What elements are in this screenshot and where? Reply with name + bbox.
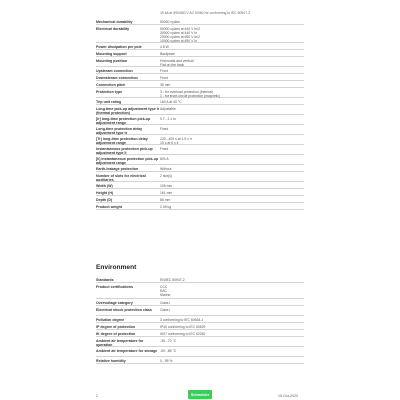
- spec-value: Adjustable: [160, 106, 176, 111]
- spec-label: Power dissipation per pole: [96, 44, 142, 49]
- spec-value: 35 mm: [160, 82, 171, 87]
- spec-label: Relative humidity: [96, 358, 126, 363]
- spec-value: 4.8 W: [160, 44, 169, 49]
- spec-row: [96, 165, 304, 172]
- spec-value: Front: [160, 68, 168, 73]
- spec-label: Product weight: [96, 204, 122, 209]
- spec-row: [96, 357, 304, 364]
- spec-value: Without: [160, 166, 172, 171]
- spec-label: Instantaneous protection pick-up adjustment type Ii: [96, 146, 153, 155]
- spec-value: 3 conforming to IEC 60664-1: [160, 317, 204, 322]
- spec-row: [96, 306, 304, 316]
- spec-label: Protection type: [96, 89, 123, 94]
- spec-row: [96, 115, 304, 125]
- spec-row: [96, 316, 304, 323]
- spec-label: Downstream connection: [96, 75, 138, 80]
- spec-value: IK07 conforming to IEC 62262: [160, 331, 206, 336]
- spec-value: 2.05 kg: [160, 204, 172, 209]
- spec-row: [96, 172, 304, 182]
- spec-label: Electrical shock protection class: [96, 307, 152, 312]
- environment-heading: Environment: [96, 264, 137, 271]
- spec-row: [96, 337, 304, 347]
- spec-row: [96, 182, 304, 189]
- spec-row: [96, 98, 304, 105]
- footer-date: 15-Oct-2020: [278, 394, 298, 398]
- spec-value: Front: [160, 75, 168, 80]
- spec-label: [Ir] long-time protection pick-up adjustment range: [96, 116, 151, 125]
- spec-label: [Ii] instantaneous protection pick-up adjustment range: [96, 156, 159, 165]
- spec-value: 3 - for overload protection (thermal) 1 - for short-circuit protection (magnetic): [160, 89, 221, 98]
- spec-row: [96, 88, 304, 98]
- spec-value: 0.7...1 x In: [160, 116, 176, 121]
- spec-value: 161 mm: [160, 190, 173, 195]
- spec-value: 105 mm: [160, 183, 173, 188]
- spec-label: Upstream connection: [96, 68, 133, 73]
- spec-label: Long-time protection delay adjustment type tr: [96, 126, 143, 135]
- svg-text:Schneider: Schneider: [190, 393, 210, 398]
- spec-value: 86 mm: [160, 197, 171, 202]
- spec-label: Earth-leakage protection: [96, 166, 139, 171]
- spec-row: [96, 135, 304, 145]
- environment-table: [96, 276, 304, 364]
- spec-row: [96, 43, 304, 50]
- spec-label: Connection pitch: [96, 82, 126, 87]
- spec-value: -35...70 °C: [160, 338, 177, 343]
- spec-row: [96, 18, 304, 25]
- spec-value: 50000 cycles at 440 V In/2 30000 cycles at 440 V In 20000 cycles at 690 V In/2 10000 cycles at 690 V In: [160, 26, 200, 44]
- spec-row: [96, 347, 304, 357]
- spec-value: Fixed: [160, 146, 169, 151]
- spec-value: 0...95 %: [160, 358, 173, 363]
- spec-value: EN/IEC 60947-2: [160, 277, 185, 282]
- spec-row: [96, 67, 304, 74]
- spec-row: [96, 50, 304, 57]
- spec-label: Product certifications: [96, 284, 133, 289]
- spec-label: Ambient air temperature for operation: [96, 338, 144, 347]
- spec-label: Depth (D): [96, 197, 113, 202]
- spec-row: [96, 330, 304, 337]
- schneider-logo: [188, 390, 212, 399]
- spec-row: [96, 299, 304, 306]
- spec-label: Trip unit rating: [96, 99, 122, 104]
- spec-row: [96, 203, 304, 210]
- spec-value: -50...85 °C: [160, 348, 177, 353]
- page-number: 2: [96, 394, 98, 398]
- spec-value: Fixed: [160, 126, 169, 131]
- spec-label: Standards: [96, 277, 114, 282]
- spec-row: [96, 196, 304, 203]
- spec-row: [96, 189, 304, 196]
- spec-label: Pollution degree: [96, 317, 125, 322]
- spec-label: [Tr] long-time protection delay adjustment range: [96, 136, 148, 145]
- spec-row: [96, 125, 304, 135]
- spec-row: [96, 105, 304, 115]
- spec-label: Ambient air temperature for storage: [96, 348, 158, 353]
- spec-value: Class I: [160, 300, 171, 305]
- spec-label: Width (W): [96, 183, 113, 188]
- spec-label: Long-time pick-up adjustment type Ir (thermal protection): [96, 106, 160, 115]
- spec-row: [96, 323, 304, 330]
- spec-row: [96, 283, 304, 299]
- spec-value: CCC EAC Marine: [160, 284, 171, 298]
- spec-label: IP degree of protection: [96, 324, 136, 329]
- spec-value: Class I: [160, 307, 171, 312]
- continued-note: 15 kA at 690/480 V AC 50/60 Hz conforming to IEC 60947-2: [160, 11, 251, 15]
- spec-label: IK degree of protection: [96, 331, 136, 336]
- spec-value: 800 A: [160, 156, 169, 161]
- spec-row: [96, 145, 304, 155]
- characteristics-table: [96, 18, 304, 210]
- spec-row: [96, 57, 304, 67]
- spec-value: 160 A at 40 °C: [160, 99, 182, 104]
- spec-row: [96, 25, 304, 43]
- spec-row: [96, 81, 304, 88]
- spec-label: Number of slots for electrical auxiliaries: [96, 173, 146, 182]
- spec-label: Electrical durability: [96, 26, 130, 31]
- spec-row: [96, 155, 304, 165]
- spec-value: IP40 conforming to IEC 60529: [160, 324, 206, 329]
- spec-label: Mounting position: [96, 58, 128, 63]
- spec-value: 120...400 s at 1.5 x Ir 15 s at 6 x Ir: [160, 136, 192, 145]
- spec-value: Horizontal and vertical Flat on the back: [160, 58, 194, 67]
- spec-label: Height (H): [96, 190, 114, 195]
- spec-value: 50000 cycles: [160, 19, 180, 24]
- spec-label: Mounting support: [96, 51, 127, 56]
- spec-label: Overvoltage category: [96, 300, 133, 305]
- spec-row: [96, 74, 304, 81]
- spec-value: Backplate: [160, 51, 175, 56]
- spec-row: [96, 276, 304, 283]
- spec-label: Mechanical durability: [96, 19, 133, 24]
- spec-value: 2 slot(s): [160, 173, 173, 178]
